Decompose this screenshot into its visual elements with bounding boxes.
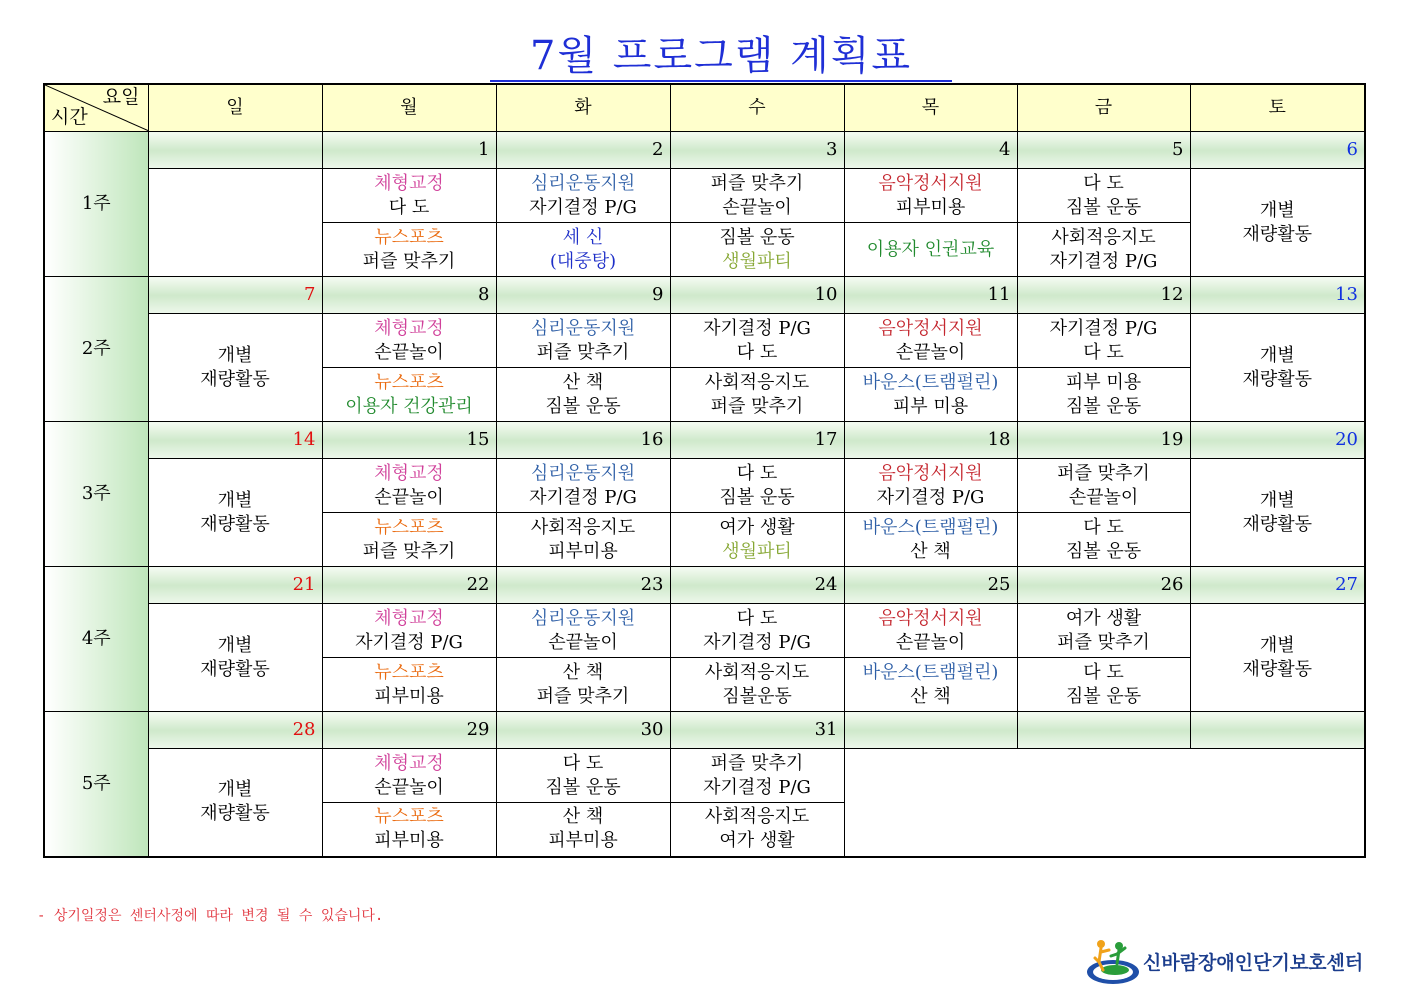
- program-cell: [496, 803, 670, 857]
- people-logo-icon: [1085, 934, 1141, 990]
- program-cell: [322, 658, 496, 712]
- header-row: [44, 84, 1365, 132]
- program-cell: [322, 314, 496, 368]
- free-activity-cell: [148, 604, 322, 712]
- program-line: 다 도: [736, 341, 778, 363]
- program-cell: [322, 803, 496, 857]
- program-cell: [1017, 314, 1190, 368]
- date-cell: [844, 712, 1017, 749]
- date-cell: [148, 132, 322, 169]
- program-line: 피부 미용: [1065, 371, 1142, 393]
- date-cell: 31: [670, 712, 844, 749]
- program-line: 피부미용: [548, 540, 618, 562]
- program-line: 자기결정 P/G: [529, 486, 637, 508]
- program-cell: [322, 368, 496, 422]
- free-activity-cell: [148, 749, 322, 857]
- program-cell: [844, 604, 1017, 658]
- date-cell: 30: [496, 712, 670, 749]
- date-cell: 2: [496, 132, 670, 169]
- date-cell: 24: [670, 567, 844, 604]
- program-line: 음악정서지원: [878, 607, 983, 629]
- program-cell: [1017, 368, 1190, 422]
- day-header-sun: 일: [148, 84, 322, 132]
- program-cell: [670, 368, 844, 422]
- program-line: 여가 생활: [719, 830, 795, 852]
- date-cell: 14: [148, 422, 322, 459]
- program-line: 체형교정: [374, 172, 444, 194]
- program-cell: [844, 459, 1017, 513]
- day-header-sat: 토: [1190, 84, 1365, 132]
- program-line: 심리운동지원: [530, 317, 636, 339]
- program-line: 자기결정 P/G: [355, 631, 463, 653]
- program-line: 자기결정 P/G: [1049, 317, 1158, 339]
- day-header-wed: 수: [670, 84, 844, 132]
- week1-am-row: [44, 169, 1365, 223]
- program-cell: [496, 459, 670, 513]
- date-cell: 20: [1190, 422, 1365, 459]
- date-cell: 28: [148, 712, 322, 749]
- program-line: 피부미용: [895, 196, 966, 218]
- week2-am-row: [44, 314, 1365, 368]
- day-header-thu: 목: [844, 84, 1017, 132]
- program-line: 여가 생활: [719, 516, 795, 538]
- corner-time-label: 시간: [51, 106, 88, 128]
- date-cell: 13: [1190, 277, 1365, 314]
- program-line: 짐볼 운동: [1065, 540, 1142, 562]
- program-cell: [670, 513, 844, 567]
- program-line: 퍼즐 맞추기: [362, 540, 456, 562]
- program-cell: [496, 749, 670, 803]
- program-line: 바운스(트램펄린): [862, 371, 999, 393]
- program-line: 심리운동지원: [530, 172, 636, 194]
- program-line: 개별: [217, 344, 253, 366]
- program-line: 뉴스포츠: [374, 516, 444, 538]
- date-cell: 6: [1190, 132, 1365, 169]
- week-label: 5주: [44, 712, 148, 857]
- program-line: 이용자 건강관리: [345, 395, 473, 417]
- program-line: 뉴스포츠: [374, 661, 444, 683]
- program-line: 짐볼 운동: [1065, 196, 1142, 218]
- date-cell: 12: [1017, 277, 1190, 314]
- program-cell: [1017, 169, 1190, 223]
- program-line: 바운스(트램펄린): [862, 661, 999, 683]
- program-line: 개별: [1259, 489, 1295, 511]
- free-activity-cell: [1190, 314, 1365, 422]
- program-line: 재량활동: [200, 803, 270, 825]
- program-line: 퍼즐 맞추기: [1057, 462, 1150, 484]
- program-line: 체형교정: [374, 462, 444, 484]
- program-line: 자기결정 P/G: [703, 631, 811, 653]
- program-line: 개별: [217, 634, 253, 656]
- program-cell: [496, 314, 670, 368]
- date-cell: 18: [844, 422, 1017, 459]
- program-cell: [670, 658, 844, 712]
- program-line: 체형교정: [374, 607, 444, 629]
- free-activity-cell: [148, 459, 322, 567]
- program-line: 산 책: [910, 685, 951, 707]
- program-line: 퍼즐 맞추기: [710, 752, 804, 774]
- program-line: 산 책: [562, 661, 604, 683]
- program-line: 재량활동: [1242, 658, 1313, 680]
- date-cell: 5: [1017, 132, 1190, 169]
- date-cell: 15: [322, 422, 496, 459]
- program-cell: [322, 223, 496, 277]
- program-cell: [496, 658, 670, 712]
- program-line: 손끝놀이: [1068, 486, 1139, 508]
- program-line: 다 도: [1083, 661, 1124, 683]
- week-label: 1주: [44, 132, 148, 277]
- program-line: 음악정서지원: [878, 317, 983, 339]
- program-line: 심리운동지원: [530, 607, 636, 629]
- program-line: 피부 미용: [892, 395, 969, 417]
- week5-date-row: [44, 712, 1365, 749]
- program-line: 다 도: [388, 196, 430, 218]
- program-line: 피부미용: [374, 830, 444, 852]
- program-line: 짐볼 운동: [545, 395, 621, 417]
- date-cell: 7: [148, 277, 322, 314]
- program-line: 다 도: [1083, 341, 1124, 363]
- date-cell: [1190, 712, 1365, 749]
- schedule-table: [43, 83, 1366, 858]
- week5-am-row: [44, 749, 1365, 803]
- program-cell: [844, 513, 1017, 567]
- free-activity-cell: [148, 314, 322, 422]
- program-line: 피부미용: [374, 685, 444, 707]
- week-label: 4주: [44, 567, 148, 712]
- week-label: 2주: [44, 277, 148, 422]
- program-line: 손끝놀이: [895, 341, 966, 363]
- program-line: 바운스(트램펄린): [862, 516, 999, 538]
- program-cell: [496, 604, 670, 658]
- program-cell: [1017, 513, 1190, 567]
- program-line: 짐볼운동: [722, 685, 792, 707]
- program-cell: [496, 223, 670, 277]
- program-cell: [1017, 658, 1190, 712]
- program-line: 손끝놀이: [895, 631, 966, 653]
- program-line: 여가 생활: [1065, 607, 1142, 629]
- program-cell: [322, 169, 496, 223]
- week4-date-row: [44, 567, 1365, 604]
- empty-cell: [844, 749, 1365, 857]
- program-line: 다 도: [1083, 516, 1124, 538]
- date-cell: 16: [496, 422, 670, 459]
- program-cell: [670, 223, 844, 277]
- program-cell: [322, 459, 496, 513]
- program-line: 음악정서지원: [878, 462, 983, 484]
- program-line: 다 도: [736, 462, 778, 484]
- program-cell: [322, 513, 496, 567]
- free-activity-cell: [1190, 459, 1365, 567]
- program-line: 재량활동: [200, 658, 270, 680]
- center-name: 신바람장애인단기보호센터: [1143, 952, 1364, 974]
- program-line: 짐볼 운동: [719, 226, 795, 248]
- program-cell: [670, 314, 844, 368]
- program-cell: [1017, 604, 1190, 658]
- program-line: 재량활동: [200, 368, 270, 390]
- program-line: 생월파티: [722, 250, 792, 272]
- week3-date-row: [44, 422, 1365, 459]
- program-line: 짐볼 운동: [545, 776, 621, 798]
- program-line: 개별: [217, 779, 253, 801]
- date-cell: 26: [1017, 567, 1190, 604]
- program-line: 생월파티: [722, 540, 792, 562]
- date-cell: 17: [670, 422, 844, 459]
- program-cell: [496, 513, 670, 567]
- program-line: 피부미용: [548, 830, 618, 852]
- date-cell: 3: [670, 132, 844, 169]
- program-cell: [844, 314, 1017, 368]
- program-line: 짐볼 운동: [1065, 685, 1142, 707]
- program-cell-empty: [148, 169, 322, 277]
- program-cell: [844, 368, 1017, 422]
- free-activity-cell: [1190, 169, 1365, 277]
- program-line: 재량활동: [1242, 513, 1313, 535]
- date-cell: [1017, 712, 1190, 749]
- date-cell: 8: [322, 277, 496, 314]
- date-cell: 29: [322, 712, 496, 749]
- program-line: 체형교정: [374, 752, 444, 774]
- program-line: 재량활동: [1242, 223, 1313, 245]
- program-line: 퍼즐 맞추기: [710, 172, 804, 194]
- program-line: 산 책: [910, 540, 951, 562]
- week2-date-row: [44, 277, 1365, 314]
- program-cell: [496, 368, 670, 422]
- program-line: 사회적응지도: [704, 371, 810, 393]
- program-line: 자기결정 P/G: [703, 317, 811, 339]
- page-title: 7월 프로그램 계획표: [490, 32, 952, 82]
- program-line: 퍼즐 맞추기: [536, 341, 630, 363]
- program-line: 재량활동: [200, 513, 270, 535]
- week4-am-row: [44, 604, 1365, 658]
- date-cell: 22: [322, 567, 496, 604]
- program-cell: [1017, 459, 1190, 513]
- program-line: 퍼즐 맞추기: [362, 250, 456, 272]
- program-line: 개별: [1259, 344, 1295, 366]
- day-header-mon: 월: [322, 84, 496, 132]
- program-line: 다 도: [1083, 172, 1124, 194]
- program-cell: [496, 169, 670, 223]
- program-line: 사회적응지도: [704, 661, 810, 683]
- program-line: 사회적응지도: [1051, 226, 1156, 248]
- program-line: 체형교정: [374, 317, 444, 339]
- program-line: 개별: [1259, 634, 1295, 656]
- program-line: 퍼즐 맞추기: [1057, 631, 1150, 653]
- footnote: - 상기일정은 센터사정에 따라 변경 될 수 있습니다.: [37, 908, 384, 924]
- program-line: 퍼즐 맞추기: [536, 685, 630, 707]
- program-line: 자기결정 P/G: [529, 196, 637, 218]
- program-line: 산 책: [562, 806, 604, 828]
- program-line: 퍼즐 맞추기: [710, 395, 804, 417]
- date-cell: 10: [670, 277, 844, 314]
- program-cell: [670, 749, 844, 803]
- program-cell: [844, 169, 1017, 223]
- program-cell: [670, 459, 844, 513]
- program-cell: [844, 658, 1017, 712]
- date-cell: 23: [496, 567, 670, 604]
- program-line: 재량활동: [1242, 368, 1313, 390]
- program-line: 뉴스포츠: [374, 371, 444, 393]
- program-line: 짐볼 운동: [1065, 395, 1142, 417]
- program-cell: [1017, 223, 1190, 277]
- program-line: 다 도: [562, 752, 604, 774]
- program-line: 세 신: [562, 226, 604, 248]
- program-line: 뉴스포츠: [374, 226, 444, 248]
- program-line: 이용자 인권교육: [866, 238, 995, 260]
- program-cell: [670, 803, 844, 857]
- program-line: 다 도: [736, 607, 778, 629]
- program-line: (대중탕): [549, 250, 617, 272]
- week1-date-row: [44, 132, 1365, 169]
- day-header-fri: 금: [1017, 84, 1190, 132]
- program-line: 손끝놀이: [548, 631, 618, 653]
- program-line: 개별: [217, 489, 253, 511]
- program-cell: [844, 223, 1017, 277]
- program-cell: [322, 604, 496, 658]
- program-line: 음악정서지원: [878, 172, 983, 194]
- center-logo: [1085, 934, 1385, 984]
- date-cell: 19: [1017, 422, 1190, 459]
- program-line: 자기결정 P/G: [1049, 250, 1158, 272]
- program-line: 손끝놀이: [374, 776, 444, 798]
- week-label: 3주: [44, 422, 148, 567]
- program-line: 개별: [1259, 199, 1295, 221]
- corner-cell: [44, 84, 148, 132]
- program-line: 손끝놀이: [722, 196, 792, 218]
- program-line: 자기결정 P/G: [876, 486, 985, 508]
- week3-am-row: [44, 459, 1365, 513]
- program-line: 짐볼 운동: [719, 486, 795, 508]
- date-cell: 1: [322, 132, 496, 169]
- program-line: 사회적응지도: [530, 516, 636, 538]
- program-line: 심리운동지원: [530, 462, 636, 484]
- date-cell: 21: [148, 567, 322, 604]
- program-line: 손끝놀이: [374, 486, 444, 508]
- program-line: 손끝놀이: [374, 341, 444, 363]
- program-line: 자기결정 P/G: [703, 776, 811, 798]
- date-cell: 11: [844, 277, 1017, 314]
- program-line: 산 책: [562, 371, 604, 393]
- date-cell: 25: [844, 567, 1017, 604]
- day-header-tue: 화: [496, 84, 670, 132]
- program-line: 뉴스포츠: [374, 806, 444, 828]
- program-cell: [670, 169, 844, 223]
- free-activity-cell: [1190, 604, 1365, 712]
- date-cell: 9: [496, 277, 670, 314]
- program-line: 사회적응지도: [704, 806, 810, 828]
- program-cell: [322, 749, 496, 803]
- program-cell: [670, 604, 844, 658]
- date-cell: 27: [1190, 567, 1365, 604]
- date-cell: 4: [844, 132, 1017, 169]
- corner-day-label: 요일: [102, 86, 140, 108]
